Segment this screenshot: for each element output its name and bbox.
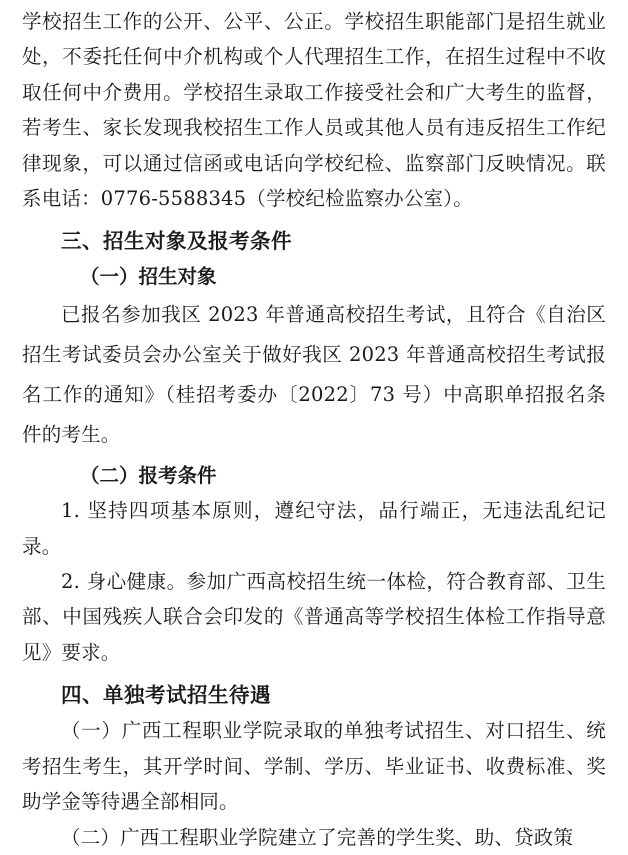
heading-section-four: 四、单独考试招生待遇 [61,683,271,708]
paragraph-requirement-one: 1. 坚持四项基本原则，遵纪守法，品行端正，无违法乱纪记录。 [22,499,606,558]
spacer [22,216,606,223]
spacer [22,670,606,677]
paragraph-requirement-two: 2. 身心健康。参加广西高校招生统一体检，符合教育部、卫生部、中国残疾人联合会印发的《普通高等学校招生体检工作指导意见》要求。 [22,570,606,664]
heading-section-three: 三、招生对象及报考条件 [61,229,292,254]
paragraph-admission-targets-body: 已报名参加我区 2023 年普通高校招生考试，且符合《自治区招生考试委员会办公室关于做好我区 2023 年普通高校招生考试报名工作的通知》（桂招考委办〔2022〕73 号）中高职单招报名条件的考生。 [22,302,606,446]
subheading-admission-targets: （一）招生对象 [80,265,217,289]
paragraph-benefit-one: （一）广西工程职业学院录取的单独考试招生、对口招生、统考招生考生，其开学时间、学制、学历、毕业证书、收费标准、奖助学金等待遇全部相同。 [22,719,606,814]
subheading-application-requirements: （二）报考条件 [80,463,217,487]
paragraph-admission-discipline: 学校招生工作的公开、公平、公正。学校招生职能部门是招生就业处，不委托任何中介机构或个人代理招生工作，在招生过程中不收取任何中介费用。学校招生录取工作接受社会和广大考生的监督，若考生、家长发现我校招生工作人员或其他人员有违反招生工作纪律现象，可以通过信函或电话向学校纪检、监察部门反映情况。联系电话：0776-5588345（学校纪检监察办公室）。 [22,10,606,211]
paragraph-benefit-two: （二）广西工程职业学院建立了完善的学生奖、助、贷政策 [61,825,574,849]
